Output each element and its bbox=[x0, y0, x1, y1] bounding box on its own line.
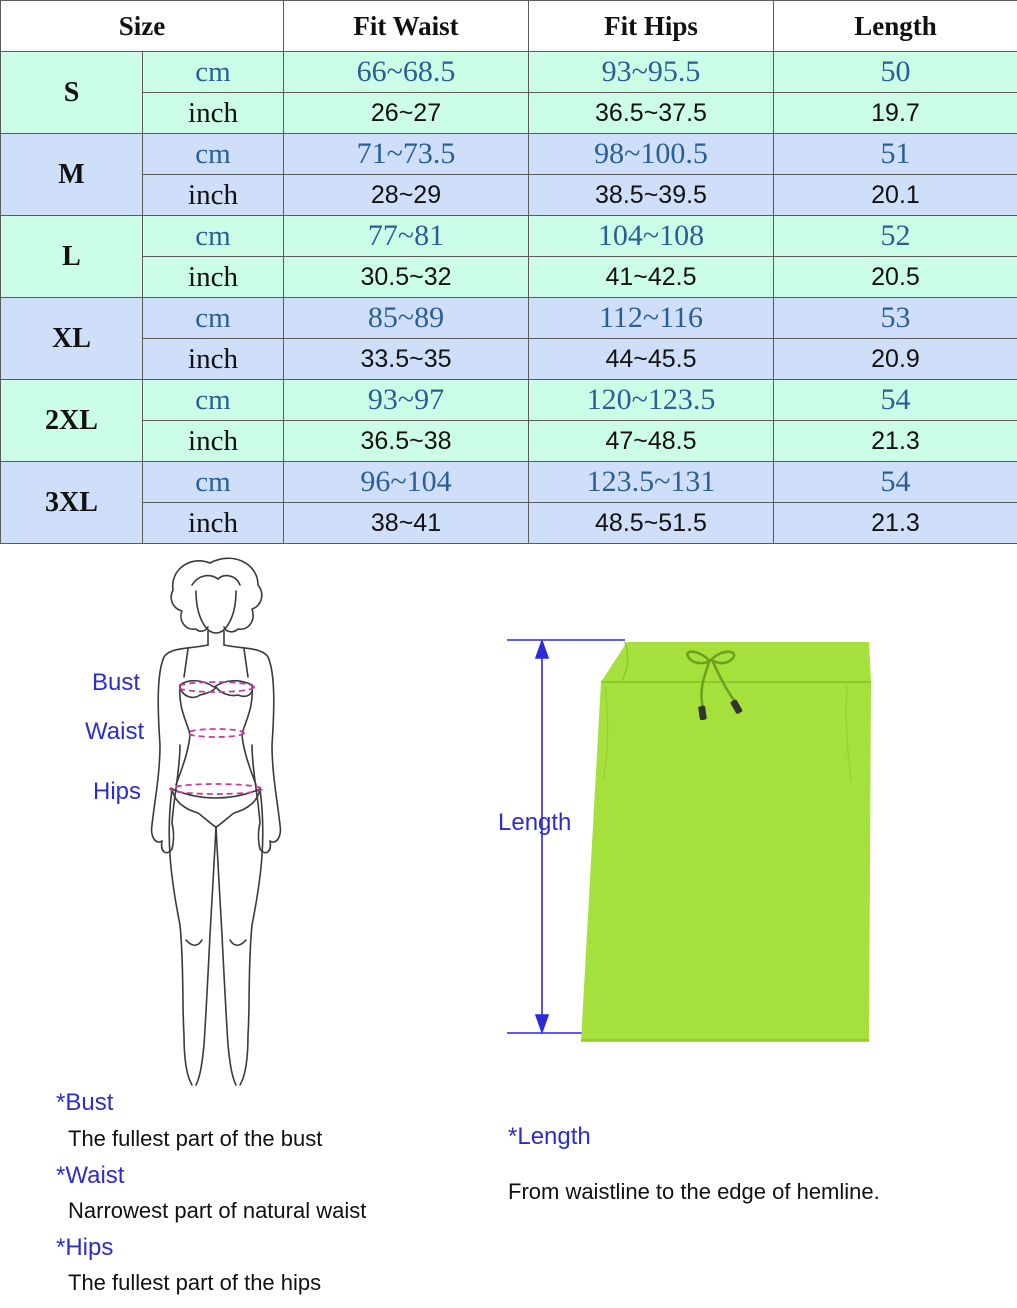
table-row-cm bbox=[1, 216, 1017, 257]
fit-hips-cm: 93~95.5 bbox=[529, 52, 774, 93]
fit-hips-cm: 104~108 bbox=[529, 216, 774, 257]
fit-hips-cm: 120~123.5 bbox=[529, 380, 774, 421]
size-label: M bbox=[1, 134, 143, 216]
bust-label: Bust bbox=[92, 669, 141, 696]
fit-waist-cm: 96~104 bbox=[284, 462, 529, 503]
fit-waist-inch: 28~29 bbox=[284, 175, 529, 216]
unit-inch: inch bbox=[143, 257, 284, 298]
note-length-title: *Length bbox=[508, 1123, 591, 1150]
body-outline-figure bbox=[140, 545, 300, 1090]
table-row-cm bbox=[1, 134, 1017, 175]
table-body bbox=[1, 52, 1017, 544]
length-cm: 50 bbox=[774, 52, 1017, 93]
length-label: Length bbox=[498, 809, 572, 836]
hips-label: Hips bbox=[93, 778, 142, 805]
note-hips-title: *Hips bbox=[56, 1234, 114, 1261]
table-row-inch bbox=[1, 421, 1017, 462]
fit-hips-cm: 123.5~131 bbox=[529, 462, 774, 503]
unit-inch: inch bbox=[143, 339, 284, 380]
table-row-inch bbox=[1, 93, 1017, 134]
fit-hips-inch: 36.5~37.5 bbox=[529, 93, 774, 134]
size-chart-table bbox=[0, 0, 1017, 544]
header-fit-hips: Fit Hips bbox=[529, 1, 774, 52]
size-label: S bbox=[1, 52, 143, 134]
table-row-cm bbox=[1, 52, 1017, 93]
unit-cm: cm bbox=[143, 52, 284, 93]
unit-inch: inch bbox=[143, 93, 284, 134]
fit-waist-inch: 33.5~35 bbox=[284, 339, 529, 380]
fit-waist-inch: 36.5~38 bbox=[284, 421, 529, 462]
length-cm: 51 bbox=[774, 134, 1017, 175]
unit-cm: cm bbox=[143, 134, 284, 175]
fit-waist-cm: 66~68.5 bbox=[284, 52, 529, 93]
note-hips-text: The fullest part of the hips bbox=[68, 1270, 322, 1295]
unit-inch: inch bbox=[143, 421, 284, 462]
length-inch: 20.1 bbox=[774, 175, 1017, 216]
unit-cm: cm bbox=[143, 298, 284, 339]
unit-cm: cm bbox=[143, 216, 284, 257]
table-row-cm bbox=[1, 298, 1017, 339]
unit-inch: inch bbox=[143, 175, 284, 216]
unit-cm: cm bbox=[143, 380, 284, 421]
length-cm: 54 bbox=[774, 380, 1017, 421]
header-length: Length bbox=[774, 1, 1017, 52]
note-bust-text: The fullest part of the bust bbox=[68, 1126, 323, 1151]
unit-inch: inch bbox=[143, 503, 284, 544]
length-inch: 20.5 bbox=[774, 257, 1017, 298]
fit-waist-inch: 38~41 bbox=[284, 503, 529, 544]
note-waist-title: *Waist bbox=[56, 1162, 125, 1189]
fit-waist-inch: 26~27 bbox=[284, 93, 529, 134]
length-inch: 21.3 bbox=[774, 421, 1017, 462]
table-row-inch bbox=[1, 503, 1017, 544]
fit-waist-inch: 30.5~32 bbox=[284, 257, 529, 298]
skirt-image bbox=[581, 642, 871, 1042]
table-header-row bbox=[1, 1, 1017, 52]
fit-hips-inch: 38.5~39.5 bbox=[529, 175, 774, 216]
table-row-inch bbox=[1, 339, 1017, 380]
waist-label: Waist bbox=[85, 718, 145, 745]
fit-hips-inch: 44~45.5 bbox=[529, 339, 774, 380]
header-size: Size bbox=[1, 1, 284, 52]
length-cm: 54 bbox=[774, 462, 1017, 503]
fit-waist-cm: 71~73.5 bbox=[284, 134, 529, 175]
note-length-text: From waistline to the edge of hemline. bbox=[508, 1179, 880, 1204]
note-bust-title: *Bust bbox=[56, 1089, 114, 1116]
header-fit-waist: Fit Waist bbox=[284, 1, 529, 52]
length-inch: 21.3 bbox=[774, 503, 1017, 544]
fit-waist-cm: 77~81 bbox=[284, 216, 529, 257]
note-waist-text: Narrowest part of natural waist bbox=[68, 1198, 367, 1223]
table-row-inch bbox=[1, 257, 1017, 298]
skirt-measurement-figure bbox=[505, 630, 885, 1050]
size-label: XL bbox=[1, 298, 143, 380]
table-row-cm bbox=[1, 462, 1017, 503]
size-label: 3XL bbox=[1, 462, 143, 544]
unit-cm: cm bbox=[143, 462, 284, 503]
table-row-cm bbox=[1, 380, 1017, 421]
length-inch: 20.9 bbox=[774, 339, 1017, 380]
fit-waist-cm: 93~97 bbox=[284, 380, 529, 421]
length-cm: 53 bbox=[774, 298, 1017, 339]
length-inch: 19.7 bbox=[774, 93, 1017, 134]
fit-hips-cm: 98~100.5 bbox=[529, 134, 774, 175]
fit-hips-inch: 41~42.5 bbox=[529, 257, 774, 298]
length-cm: 52 bbox=[774, 216, 1017, 257]
size-label: L bbox=[1, 216, 143, 298]
fit-hips-inch: 48.5~51.5 bbox=[529, 503, 774, 544]
fit-hips-inch: 47~48.5 bbox=[529, 421, 774, 462]
table-row-inch bbox=[1, 175, 1017, 216]
fit-waist-cm: 85~89 bbox=[284, 298, 529, 339]
fit-hips-cm: 112~116 bbox=[529, 298, 774, 339]
size-label: 2XL bbox=[1, 380, 143, 462]
